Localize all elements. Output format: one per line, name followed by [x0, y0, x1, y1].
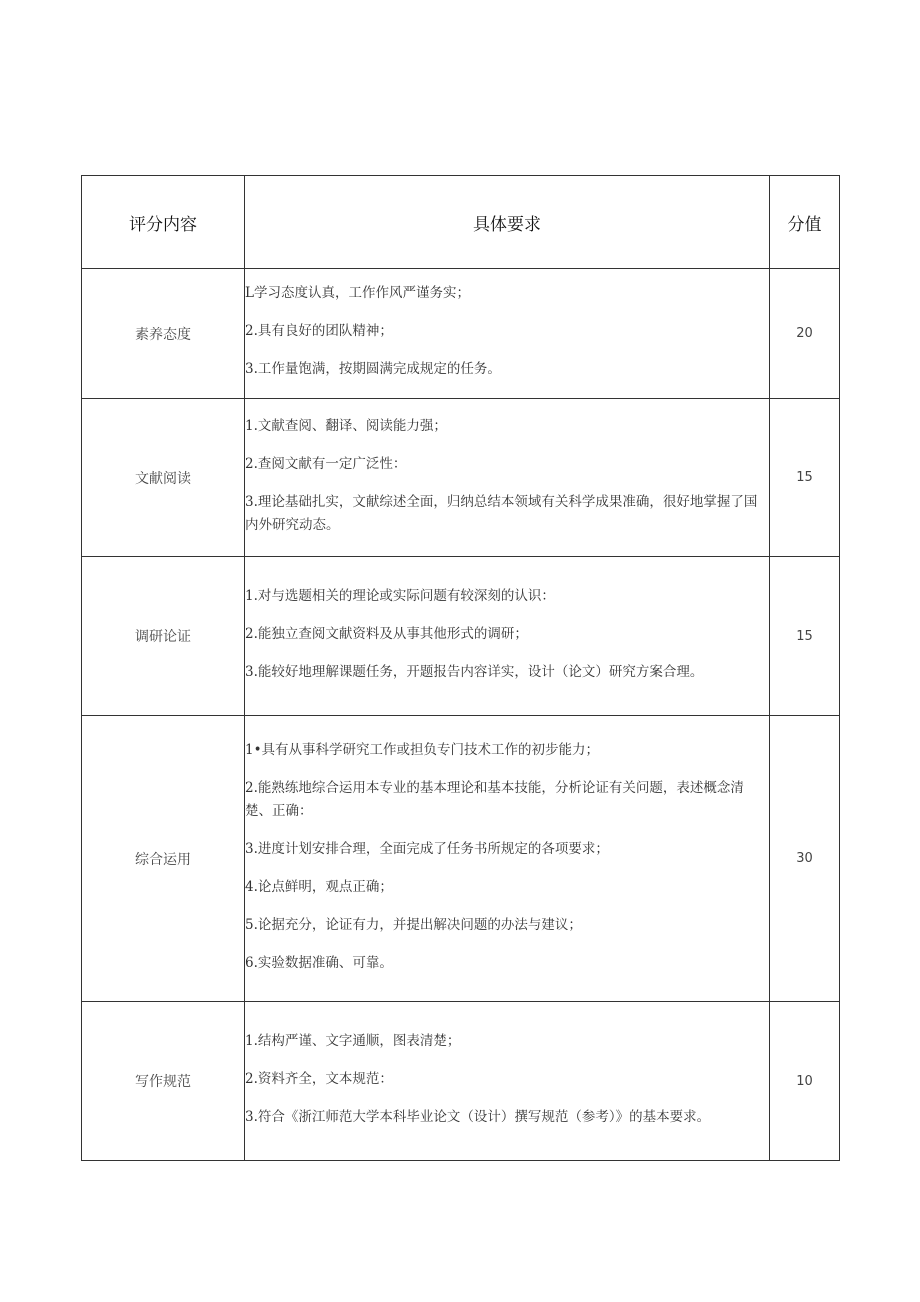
table-row [82, 399, 840, 557]
row-score: 15 [770, 557, 840, 716]
row-requirements [245, 716, 770, 1002]
requirement-item: 2.具有良好的团队精神； [245, 323, 393, 339]
requirement-item: 3.能较好地理解课题任务，开题报告内容详实，设计（论文）研究方案合理。 [245, 663, 704, 680]
requirement-item: 3.进度计划安排合理，全面完成了任务书所规定的各项要求； [245, 840, 609, 857]
row-requirements [245, 557, 770, 716]
requirement-item: 1•具有从事科学研究工作或担负专门技术工作的初步能力； [245, 741, 600, 758]
requirement-item: 2.资料齐全，文本规范： [245, 1070, 393, 1087]
row-requirements [245, 269, 770, 399]
row-score: 20 [770, 269, 840, 399]
header-requirements: 具体要求 [245, 176, 770, 269]
row-category: 综合运用 [82, 716, 245, 1002]
requirement-item: 4.论点鲜明，观点正确； [245, 878, 393, 895]
requirement-item: 2.能独立查阅文献资料及从事其他形式的调研； [245, 625, 528, 642]
table-row [82, 716, 840, 1002]
requirement-item: 5.论据充分，论证有力，并提出解决问题的办法与建议； [245, 916, 582, 933]
row-category: 文献阅读 [82, 399, 245, 557]
table-row [82, 557, 840, 716]
row-score: 10 [770, 1002, 840, 1161]
requirement-item: 3.工作量饱满，按期圆满完成规定的任务。 [245, 361, 501, 377]
row-category: 素养态度 [82, 269, 245, 399]
row-category: 调研论证 [82, 557, 245, 716]
requirement-item: 6.实验数据准确、可靠。 [245, 954, 393, 971]
table-row [82, 1002, 840, 1161]
requirement-item: L学习态度认真，工作作风严谨务实； [245, 285, 470, 301]
requirement-item: 2.能熟练地综合运用本专业的基本理论和基本技能，分析论证有关问题，表述概念清楚、正确： [245, 779, 744, 819]
table-row [82, 269, 840, 399]
row-requirements [245, 1002, 770, 1161]
row-score: 30 [770, 716, 840, 1002]
grading-rubric-table [81, 175, 840, 1161]
header-category: 评分内容 [82, 176, 245, 269]
requirement-item: 3.理论基础扎实，文献综述全面，归纳总结本领域有关科学成果准确，很好地掌握了国内外研究动态。 [245, 493, 758, 533]
requirement-item: 3.符合《浙江师范大学本科毕业论文（设计）撰写规范（参考）》的基本要求。 [245, 1108, 711, 1125]
row-category: 写作规范 [82, 1002, 245, 1161]
table-header-row [82, 176, 840, 269]
row-requirements [245, 399, 770, 557]
requirement-item: 1.结构严谨、文字通顺，图表清楚； [245, 1032, 461, 1049]
requirement-item: 2.查阅文献有一定广泛性： [245, 455, 407, 472]
requirement-item: 1.对与选题相关的理论或实际问题有较深刻的认识： [245, 587, 555, 604]
row-score: 15 [770, 399, 840, 557]
header-score: 分值 [770, 176, 840, 269]
requirement-item: 1.文献查阅、翻译、阅读能力强； [245, 417, 447, 434]
